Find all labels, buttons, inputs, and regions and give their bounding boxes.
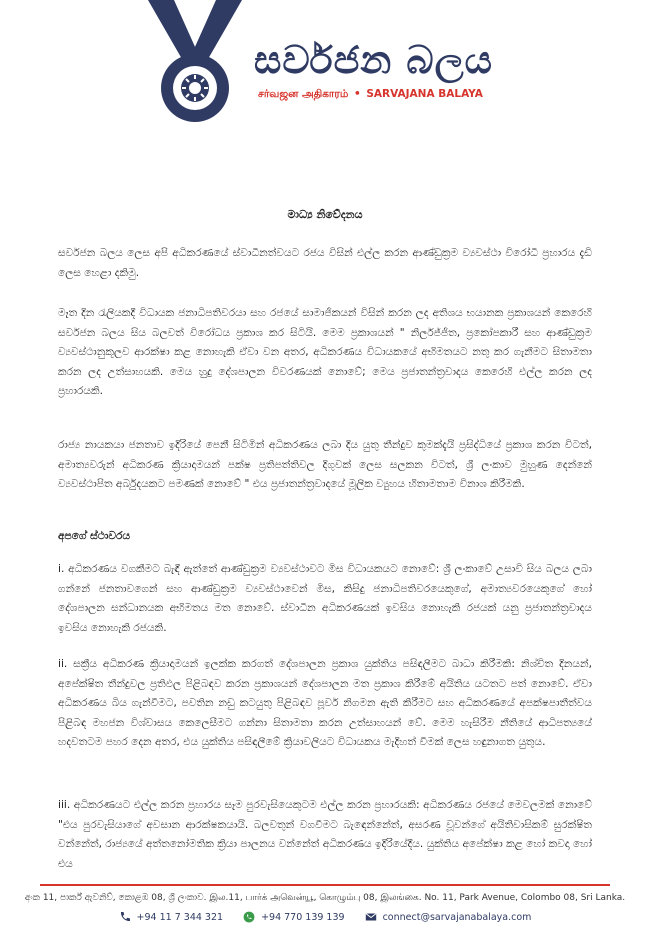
whatsapp-number: +94 770 139 139 bbox=[261, 911, 345, 923]
contact-phone[interactable] bbox=[119, 911, 224, 923]
section-heading-position: අපගේ ස්ථාවරය bbox=[58, 530, 131, 542]
brand-subtitle-separator: • bbox=[353, 88, 361, 100]
brand-subtitle-english: SARVAJANA BALAYA bbox=[366, 88, 483, 100]
footer-address: අංක 11, පාර්ක් ඇවනිව්, කොළඹ 08, ශ්‍රී ලංකාව. இல.11, பார்க் அவென்யூ, கொழும்பு 08, இலங்கை. No. 11, Park Avenue, Colombo 08, Sri Lanka. bbox=[24, 893, 626, 903]
paragraph-intro: සර්වජන බලය ලෙස අපි අධිකරණයේ ස්වාධීනත්වයට රජය විසින් එල්ල කරන ආණ්ඩුක්‍රම ව්‍යවස්ථා විරෝධී ප්‍රහාරය දැඩි ලෙස හෙළා දකිමු. bbox=[58, 247, 592, 279]
footer-contacts bbox=[0, 911, 650, 923]
brand-subtitle-tamil: சர்வஜன அதிகாரம் bbox=[258, 88, 349, 100]
position-point-1: i. අධිකරණය වගකීමට බැඳී ඇත්තේ ආණ්ඩුක්‍රම ව්‍යවස්ථාවට මිස විධායකයට නොවේ: ශ්‍රී ලංකාවේ උසාවි සිය බලය ලබා ගන්නේ ජනතාවගෙන් සහ ආණ්ඩුක්‍රම ව්‍යවස්ථාවෙන් මිස, කිසිදු ජනාධිපතිවරයෙකුගේ, අමාත්‍යවරයෙකුගේ හෝ දේශපාලන සන්ධානයක අභිමතය මත නොවේ. ස්වාධීන අධිකරණයක් ඉවසිය නොහැකි රජයක් යනු ප්‍රජාතන්ත්‍රවාදය ඉවසිය නොහැකි රජයකි. bbox=[58, 563, 592, 634]
position-point-2: ii. සක්‍රීය අධිකරණ ක්‍රියාදාමයන් ඉලක්ක කරගත් දේශපාලන ප්‍රකාශ යුක්තිය පසිඳලීමට බාධා කිරීමකි: නිශ්චිත දිනයන්, අපේක්ෂිත තීන්දුවල ප්‍රතිඵල පිළිබඳව කරන ප්‍රකාශයන් දේශපාලන මත ප්‍රකාශ කිරීමේ අයිතිය යටතට පත් නොවේ. ඒවා අධිකරණය බිය ගැන්වීමට, පවතින නඩු කටයුතු පිළිබඳව පූර්ව නිගමන ඇති කිරීමට සහ අධිකරණයේ අපක්ෂපාතීත්වය පිළිබඳ මහජන විශ්වාසය කෙලෙසීමට ගන්නා සිතාමතා කරන උත්සාහයන් වේ. මෙම හැසිරීම නීතියේ ආධිපත්‍යයේ හදවතටම පහර දෙන අතර, එය යුක්තිය පසිඳලීමේ ක්‍රියාවලියට විධායකය මැදිහත් වීමක් ලෙස හඳුනාගත යුතුය. bbox=[58, 658, 592, 749]
position-point-3: iii. අධිකරණයට එල්ල කරන ප්‍රහාරය සෑම පුරවැසියෙකුටම එල්ල කරන ප්‍රහාරයකි: අධිකරණය රජයේ මෙවලමක් නොවේ "එය පුරවැසියාගේ අවසාන ආරක්ෂකයායි. බලවතුන් වගවීමට බැඳෙන්නේත්, අසරණ වූවන්ගේ අයිතිවාසිකම් සුරක්ෂිත වන්නේත්, රාජ්‍යයේ අත්තනෝමතික ක්‍රියා පාලනය වන්නේත් අධිකරණය ඉදිරියේදීය. යුක්තිය අපේක්ෂා කළ හෝ කවදා හෝ එය bbox=[58, 799, 592, 870]
phone-icon bbox=[119, 911, 131, 923]
paragraph-statement: මෑත දින රැලියකදී විධායක ජනාධිපතිවරයා සහ රජයේ සාමාජිකයන් විසින් කරන ලද අතිශය භයානක ප්‍රකාශයන් කෙරෙහි සර්වජන බලය සිය බලවත් විරෝධය ප්‍රකාශ කර සිටියි. මෙම ප්‍රකාශයන් " නිර්ලජ්ජිත, ප්‍රකෝපකාරී සහ ආණ්ඩුක්‍රම ව්‍යවස්ථානුකූලව ආරක්ෂා කළ නොහැකි ඒවා වන අතර, අධිකරණය විධායකයේ අභිමතයට නතු කර ගැනීමට සිතාමතා කරන ලද උත්සාහයකි. මෙය හුදු දේශපාලන විවරණයක් නොවේ; මෙය ප්‍රජාතන්ත්‍රවාදය කෙරෙහි එල්ල කරන ලද ප්‍රහාරයකි. bbox=[58, 307, 592, 398]
phone-number: +94 11 7 344 321 bbox=[136, 911, 224, 923]
brand-subtitle bbox=[258, 88, 538, 101]
contact-whatsapp[interactable] bbox=[243, 911, 345, 923]
brand-title: සර්වජන බලය bbox=[254, 37, 493, 82]
contact-email[interactable] bbox=[365, 911, 532, 923]
document-title: මාධ්‍ය නිවේදනය bbox=[287, 208, 363, 221]
email-icon bbox=[365, 911, 377, 923]
footer-divider bbox=[40, 884, 610, 886]
email-address: connect@sarvajanabalaya.com bbox=[382, 911, 532, 923]
paragraph-context: රාජ්‍ය නායකයා ජනතාව ඉදිරියේ පෙනී සිටිමින් අධිකරණය ලබා දිය යුතු තීන්දුව කුමක්දැයි ප්‍රසිද්ධියේ ප්‍රකාශ කරන විටත්, අමාත්‍යවරුන් අධිකරණ ක්‍රියාදාමයන් පක්ෂ ප්‍රතිපත්තිවල දිගුවක් ලෙස සලකන විටත්, ශ්‍රී ලංකාව මුහුණ දෙන්නේ ව්‍යවස්ථාපිත අර්බුදයකට පමණක් නොවේ " එය ප්‍රජාතන්ත්‍රවාදයේ මූලික ව්‍යුහය හිතාමතාම විනාශ කිරීමකි. bbox=[58, 439, 592, 491]
whatsapp-icon bbox=[243, 911, 255, 923]
medal-logo bbox=[140, 0, 250, 125]
